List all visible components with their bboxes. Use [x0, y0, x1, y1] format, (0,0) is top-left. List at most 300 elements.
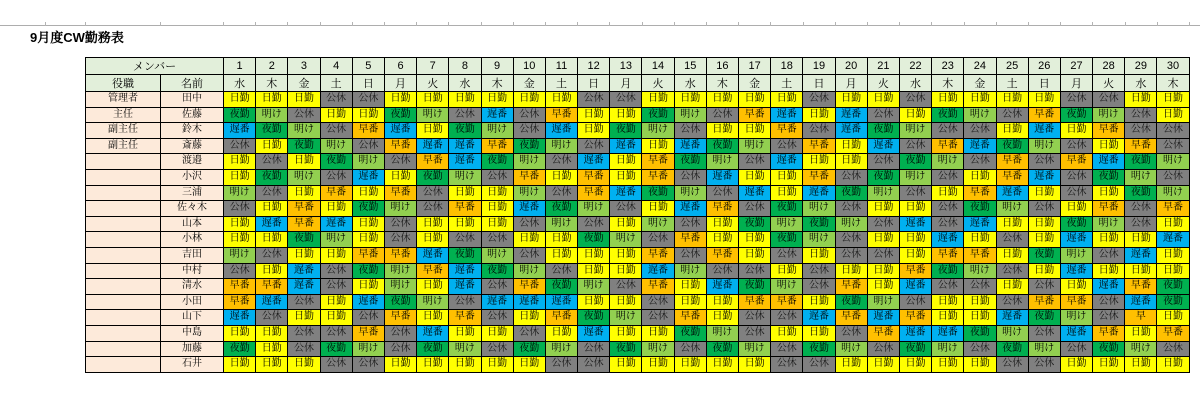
day-header[interactable]: 7 [417, 58, 449, 75]
shift-cell[interactable]: 早番 [417, 263, 449, 279]
shift-cell[interactable]: 遅番 [932, 325, 964, 341]
shift-cell[interactable]: 公休 [449, 294, 481, 310]
shift-cell[interactable]: 公休 [1028, 325, 1060, 341]
shift-cell[interactable]: 公休 [867, 216, 899, 232]
shift-cell[interactable]: 遅番 [352, 169, 384, 185]
member-name-cell[interactable]: 山本 [161, 216, 224, 232]
shift-cell[interactable]: 明け [835, 216, 867, 232]
day-header[interactable]: 21 [867, 58, 899, 75]
day-header[interactable]: 8 [449, 58, 481, 75]
shift-cell[interactable]: 遅番 [578, 154, 610, 170]
shift-cell[interactable]: 公休 [932, 279, 964, 295]
shift-cell[interactable]: 公休 [932, 201, 964, 217]
shift-cell[interactable]: 遅番 [1060, 263, 1092, 279]
shift-cell[interactable]: 公休 [674, 169, 706, 185]
shift-cell[interactable]: 早番 [320, 185, 352, 201]
shift-cell[interactable]: 明け [610, 232, 642, 248]
shift-cell[interactable]: 夜勤 [771, 232, 803, 248]
shift-cell[interactable]: 日勤 [417, 357, 449, 373]
shift-cell[interactable]: 夜勤 [739, 216, 771, 232]
shift-cell[interactable]: 日勤 [835, 154, 867, 170]
shift-cell[interactable]: 夜勤 [545, 279, 577, 295]
shift-cell[interactable]: 日勤 [996, 92, 1028, 108]
shift-cell[interactable]: 日勤 [256, 232, 288, 248]
shift-cell[interactable]: 日勤 [610, 357, 642, 373]
day-header[interactable]: 5 [352, 58, 384, 75]
shift-cell[interactable]: 日勤 [1028, 92, 1060, 108]
day-header[interactable]: 15 [674, 58, 706, 75]
weekday-header[interactable]: 土 [771, 75, 803, 92]
shift-cell[interactable]: 明け [513, 154, 545, 170]
shift-cell[interactable]: 公休 [674, 247, 706, 263]
day-header[interactable]: 18 [771, 58, 803, 75]
shift-cell[interactable]: 公休 [771, 247, 803, 263]
shift-cell[interactable]: 明け [384, 201, 416, 217]
shift-cell[interactable]: 遅番 [417, 138, 449, 154]
shift-cell[interactable]: 早番 [706, 247, 738, 263]
shift-cell[interactable]: 夜勤 [674, 325, 706, 341]
shift-cell[interactable]: 早番 [256, 279, 288, 295]
shift-cell[interactable]: 早番 [578, 169, 610, 185]
shift-cell[interactable]: 公休 [610, 201, 642, 217]
shift-cell[interactable]: 日勤 [1093, 185, 1125, 201]
shift-cell[interactable]: 明け [1060, 247, 1092, 263]
shift-cell[interactable]: 日勤 [1157, 247, 1189, 263]
shift-cell[interactable]: 夜勤 [1157, 279, 1189, 295]
shift-cell[interactable]: 日勤 [706, 232, 738, 248]
shift-cell[interactable]: 明け [320, 232, 352, 248]
shift-cell[interactable]: 公休 [771, 310, 803, 326]
shift-cell[interactable]: 遅番 [1093, 279, 1125, 295]
shift-cell[interactable]: 日勤 [867, 279, 899, 295]
shift-cell[interactable]: 日勤 [996, 216, 1028, 232]
shift-cell[interactable]: 夜勤 [224, 341, 256, 357]
day-header[interactable]: 2 [256, 58, 288, 75]
shift-cell[interactable]: 公休 [771, 138, 803, 154]
day-header[interactable]: 14 [642, 58, 674, 75]
shift-cell[interactable]: 明け [352, 341, 384, 357]
shift-cell[interactable]: 公休 [513, 107, 545, 123]
shift-cell[interactable]: 遅番 [835, 107, 867, 123]
weekday-header[interactable]: 木 [706, 75, 738, 92]
shift-cell[interactable]: 公休 [1060, 169, 1092, 185]
shift-cell[interactable]: 夜勤 [867, 123, 899, 139]
shift-cell[interactable]: 日勤 [513, 357, 545, 373]
shift-cell[interactable]: 公休 [513, 123, 545, 139]
shift-cell[interactable]: 夜勤 [1125, 185, 1157, 201]
shift-cell[interactable]: 早番 [449, 201, 481, 217]
shift-cell[interactable]: 日勤 [610, 154, 642, 170]
shift-cell[interactable]: 明け [642, 123, 674, 139]
shift-cell[interactable]: 遅番 [642, 263, 674, 279]
shift-cell[interactable]: 遅番 [449, 279, 481, 295]
shift-cell[interactable]: 公休 [320, 123, 352, 139]
shift-cell[interactable]: 日勤 [610, 107, 642, 123]
weekday-header[interactable]: 火 [1093, 75, 1125, 92]
shift-cell[interactable]: 早番 [803, 169, 835, 185]
shift-cell[interactable]: 日勤 [899, 232, 931, 248]
shift-cell[interactable]: 早番 [867, 325, 899, 341]
shift-cell[interactable]: 日勤 [224, 92, 256, 108]
shift-cell[interactable]: 公休 [610, 279, 642, 295]
weekday-header[interactable]: 土 [320, 75, 352, 92]
shift-cell[interactable]: 早番 [1093, 123, 1125, 139]
shift-cell[interactable]: 日勤 [1060, 201, 1092, 217]
shift-cell[interactable]: 公休 [224, 201, 256, 217]
shift-cell[interactable]: 夜勤 [481, 263, 513, 279]
shift-cell[interactable]: 公休 [224, 263, 256, 279]
shift-cell[interactable]: 遅番 [739, 185, 771, 201]
shift-cell[interactable]: 公休 [320, 92, 352, 108]
shift-cell[interactable]: 日勤 [932, 294, 964, 310]
shift-cell[interactable]: 公休 [932, 123, 964, 139]
shift-cell[interactable]: 日勤 [803, 247, 835, 263]
shift-cell[interactable]: 遅番 [1093, 154, 1125, 170]
shift-cell[interactable]: 明け [803, 232, 835, 248]
shift-cell[interactable]: 明け [513, 263, 545, 279]
shift-cell[interactable]: 日勤 [610, 263, 642, 279]
shift-cell[interactable]: 遅番 [224, 123, 256, 139]
shift-cell[interactable]: 夜勤 [642, 185, 674, 201]
shift-cell[interactable]: 遅番 [513, 294, 545, 310]
shift-cell[interactable]: 公休 [932, 216, 964, 232]
shift-cell[interactable]: 日勤 [674, 279, 706, 295]
shift-cell[interactable]: 明け [899, 169, 931, 185]
shift-cell[interactable]: 早番 [1093, 325, 1125, 341]
shift-cell[interactable]: 公休 [481, 279, 513, 295]
shift-cell[interactable]: 日勤 [545, 92, 577, 108]
member-role-cell[interactable] [86, 341, 161, 357]
shift-cell[interactable]: 公休 [1028, 201, 1060, 217]
shift-cell[interactable]: 早番 [481, 138, 513, 154]
shift-cell[interactable]: 公休 [578, 216, 610, 232]
shift-cell[interactable]: 公休 [867, 107, 899, 123]
shift-cell[interactable]: 明け [835, 341, 867, 357]
shift-cell[interactable]: 遅番 [899, 279, 931, 295]
shift-cell[interactable]: 公休 [867, 154, 899, 170]
shift-cell[interactable]: 早番 [224, 279, 256, 295]
shift-cell[interactable]: 日勤 [899, 357, 931, 373]
shift-cell[interactable]: 夜勤 [1060, 107, 1092, 123]
shift-cell[interactable]: 遅番 [835, 123, 867, 139]
shift-cell[interactable]: 公休 [288, 341, 320, 357]
shift-cell[interactable]: 公休 [578, 138, 610, 154]
shift-cell[interactable]: 明け [964, 107, 996, 123]
weekday-header[interactable]: 月 [835, 75, 867, 92]
shift-cell[interactable]: 公休 [417, 201, 449, 217]
shift-cell[interactable]: 明け [256, 107, 288, 123]
shift-cell[interactable]: 日勤 [1125, 92, 1157, 108]
member-role-cell[interactable] [86, 201, 161, 217]
shift-cell[interactable]: 日勤 [481, 325, 513, 341]
member-name-cell[interactable]: 佐々木 [161, 201, 224, 217]
shift-cell[interactable]: 日勤 [449, 325, 481, 341]
shift-cell[interactable]: 公休 [835, 169, 867, 185]
shift-cell[interactable]: 夜勤 [835, 185, 867, 201]
shift-cell[interactable]: 日勤 [288, 310, 320, 326]
shift-cell[interactable]: 早番 [835, 279, 867, 295]
weekday-header[interactable]: 日 [803, 75, 835, 92]
shift-cell[interactable]: 日勤 [642, 138, 674, 154]
shift-cell[interactable]: 公休 [996, 357, 1028, 373]
shift-cell[interactable]: 明け [320, 138, 352, 154]
shift-cell[interactable]: 日勤 [384, 92, 416, 108]
shift-cell[interactable]: 日勤 [320, 107, 352, 123]
shift-cell[interactable]: 明け [674, 107, 706, 123]
shift-cell[interactable]: 日勤 [1157, 357, 1189, 373]
member-name-cell[interactable]: 小田 [161, 294, 224, 310]
shift-cell[interactable]: 公休 [739, 310, 771, 326]
shift-cell[interactable]: 遅番 [481, 107, 513, 123]
shift-cell[interactable]: 日勤 [256, 263, 288, 279]
shift-cell[interactable]: 公休 [578, 341, 610, 357]
shift-cell[interactable]: 日勤 [803, 107, 835, 123]
shift-cell[interactable]: 明け [545, 216, 577, 232]
shift-cell[interactable]: 夜勤 [1157, 294, 1189, 310]
shift-cell[interactable]: 日勤 [803, 325, 835, 341]
shift-cell[interactable]: 早番 [352, 325, 384, 341]
shift-cell[interactable]: 遅番 [964, 216, 996, 232]
shift-cell[interactable]: 夜勤 [449, 247, 481, 263]
shift-cell[interactable]: 日勤 [449, 185, 481, 201]
shift-cell[interactable]: 遅番 [481, 294, 513, 310]
shift-cell[interactable]: 遅番 [803, 185, 835, 201]
weekday-header[interactable]: 木 [1157, 75, 1189, 92]
shift-cell[interactable]: 夜勤 [964, 201, 996, 217]
shift-cell[interactable]: 遅番 [674, 138, 706, 154]
day-header[interactable]: 30 [1157, 58, 1189, 75]
shift-cell[interactable]: 明け [803, 201, 835, 217]
shift-cell[interactable]: 遅番 [256, 294, 288, 310]
shift-cell[interactable]: 公休 [352, 92, 384, 108]
shift-cell[interactable]: 明け [288, 123, 320, 139]
shift-cell[interactable]: 明け [1125, 169, 1157, 185]
shift-cell[interactable]: 早番 [835, 310, 867, 326]
shift-cell[interactable]: 公休 [578, 357, 610, 373]
shift-cell[interactable]: 公休 [771, 357, 803, 373]
shift-cell[interactable]: 明け [867, 294, 899, 310]
shift-cell[interactable]: 日勤 [610, 169, 642, 185]
shift-cell[interactable]: 夜勤 [739, 279, 771, 295]
shift-cell[interactable]: 日勤 [1028, 263, 1060, 279]
shift-cell[interactable]: 日勤 [513, 310, 545, 326]
shift-cell[interactable]: 遅番 [771, 107, 803, 123]
day-header[interactable]: 13 [610, 58, 642, 75]
shift-cell[interactable]: 遅番 [545, 294, 577, 310]
shift-cell[interactable]: 日勤 [1093, 357, 1125, 373]
shift-cell[interactable]: 明け [384, 279, 416, 295]
shift-cell[interactable]: 公休 [1028, 154, 1060, 170]
shift-cell[interactable]: 日勤 [739, 123, 771, 139]
shift-cell[interactable]: 公休 [739, 201, 771, 217]
shift-cell[interactable]: 公休 [1093, 294, 1125, 310]
shift-cell[interactable]: 夜勤 [610, 341, 642, 357]
shift-cell[interactable]: 明け [1125, 341, 1157, 357]
shift-cell[interactable]: 早番 [513, 279, 545, 295]
weekday-header[interactable]: 木 [256, 75, 288, 92]
shift-cell[interactable]: 早番 [578, 185, 610, 201]
shift-cell[interactable]: 夜勤 [674, 154, 706, 170]
shift-cell[interactable]: 早番 [384, 247, 416, 263]
day-header[interactable]: 10 [513, 58, 545, 75]
shift-cell[interactable]: 日勤 [1125, 263, 1157, 279]
shift-cell[interactable]: 日勤 [513, 92, 545, 108]
shift-cell[interactable]: 日勤 [288, 247, 320, 263]
shift-cell[interactable]: 公休 [545, 263, 577, 279]
shift-cell[interactable]: 公休 [803, 92, 835, 108]
shift-cell[interactable]: 夜勤 [1125, 154, 1157, 170]
shift-cell[interactable]: 日勤 [288, 185, 320, 201]
shift-cell[interactable]: 遅番 [417, 325, 449, 341]
shift-cell[interactable]: 夜勤 [1093, 169, 1125, 185]
weekday-header[interactable]: 金 [513, 75, 545, 92]
member-role-cell[interactable] [86, 325, 161, 341]
shift-cell[interactable]: 日勤 [449, 92, 481, 108]
shift-cell[interactable]: 公休 [674, 341, 706, 357]
weekday-header[interactable]: 日 [352, 75, 384, 92]
shift-cell[interactable]: 遅番 [867, 310, 899, 326]
shift-cell[interactable]: 日勤 [867, 201, 899, 217]
shift-cell[interactable]: 日勤 [1157, 310, 1189, 326]
shift-cell[interactable]: 公休 [320, 357, 352, 373]
shift-cell[interactable]: 公休 [835, 325, 867, 341]
shift-cell[interactable]: 日勤 [256, 92, 288, 108]
shift-cell[interactable]: 早番 [642, 279, 674, 295]
day-header[interactable]: 3 [288, 58, 320, 75]
day-header[interactable]: 1 [224, 58, 256, 75]
member-name-cell[interactable]: 佐藤 [161, 107, 224, 123]
shift-cell[interactable]: 明け [1157, 154, 1189, 170]
member-name-cell[interactable]: 中島 [161, 325, 224, 341]
shift-cell[interactable]: 遅番 [449, 263, 481, 279]
shift-cell[interactable]: 夜勤 [1028, 247, 1060, 263]
shift-cell[interactable]: 日勤 [224, 325, 256, 341]
shift-cell[interactable]: 夜勤 [867, 169, 899, 185]
shift-cell[interactable]: 公休 [964, 123, 996, 139]
shift-cell[interactable]: 日勤 [417, 232, 449, 248]
shift-cell[interactable]: 公休 [352, 357, 384, 373]
shift-cell[interactable]: 日勤 [739, 169, 771, 185]
shift-cell[interactable]: 早番 [739, 294, 771, 310]
shift-cell[interactable]: 日勤 [1028, 216, 1060, 232]
shift-cell[interactable]: 公休 [996, 263, 1028, 279]
shift-cell[interactable]: 日勤 [1060, 123, 1092, 139]
shift-cell[interactable]: 明け [674, 263, 706, 279]
member-name-cell[interactable]: 加藤 [161, 341, 224, 357]
shift-cell[interactable]: 早番 [288, 201, 320, 217]
shift-cell[interactable]: 夜勤 [835, 294, 867, 310]
shift-cell[interactable]: 公休 [481, 310, 513, 326]
shift-cell[interactable]: 公休 [545, 185, 577, 201]
shift-cell[interactable]: 早番 [964, 247, 996, 263]
shift-cell[interactable]: 公休 [256, 247, 288, 263]
shift-cell[interactable]: 夜勤 [803, 216, 835, 232]
shift-cell[interactable]: 遅番 [706, 169, 738, 185]
member-role-cell[interactable] [86, 169, 161, 185]
shift-cell[interactable]: 日勤 [739, 247, 771, 263]
shift-cell[interactable]: 日勤 [481, 216, 513, 232]
shift-cell[interactable]: 公休 [964, 341, 996, 357]
shift-cell[interactable]: 日勤 [256, 357, 288, 373]
weekday-header[interactable]: 金 [964, 75, 996, 92]
shift-cell[interactable]: 夜勤 [288, 232, 320, 248]
shift-cell[interactable]: 公休 [739, 263, 771, 279]
shift-cell[interactable]: 夜勤 [288, 138, 320, 154]
shift-cell[interactable]: 早番 [352, 123, 384, 139]
shift-cell[interactable]: 公休 [932, 169, 964, 185]
day-header[interactable]: 4 [320, 58, 352, 75]
shift-cell[interactable]: 早番 [1060, 154, 1092, 170]
shift-cell[interactable]: 夜勤 [449, 123, 481, 139]
shift-cell[interactable]: 日勤 [642, 357, 674, 373]
shift-cell[interactable]: 公休 [899, 138, 931, 154]
shift-cell[interactable]: 日勤 [803, 294, 835, 310]
shift-cell[interactable]: 公休 [513, 247, 545, 263]
weekday-header[interactable]: 水 [449, 75, 481, 92]
weekday-header[interactable]: 火 [417, 75, 449, 92]
member-name-cell[interactable]: 鈴木 [161, 123, 224, 139]
day-header[interactable]: 9 [481, 58, 513, 75]
shift-cell[interactable]: 遅番 [320, 216, 352, 232]
shift-cell[interactable]: 公休 [867, 247, 899, 263]
shift-cell[interactable]: 日勤 [417, 216, 449, 232]
shift-cell[interactable]: 明け [771, 279, 803, 295]
shift-cell[interactable]: 早番 [1028, 107, 1060, 123]
shift-cell[interactable]: 日勤 [578, 294, 610, 310]
shift-cell[interactable]: 夜勤 [899, 154, 931, 170]
shift-cell[interactable]: 遅番 [417, 247, 449, 263]
shift-cell[interactable]: 日勤 [1028, 232, 1060, 248]
shift-cell[interactable]: 夜勤 [320, 341, 352, 357]
member-role-cell[interactable] [86, 263, 161, 279]
shift-cell[interactable]: 公休 [1125, 123, 1157, 139]
shift-cell[interactable]: 遅番 [1060, 325, 1092, 341]
shift-cell[interactable]: 夜勤 [996, 138, 1028, 154]
shift-cell[interactable]: 早番 [771, 294, 803, 310]
shift-cell[interactable]: 夜勤 [513, 341, 545, 357]
shift-cell[interactable]: 日勤 [545, 247, 577, 263]
shift-cell[interactable]: 遅番 [288, 263, 320, 279]
shift-cell[interactable]: 日勤 [1093, 138, 1125, 154]
member-role-cell[interactable] [86, 232, 161, 248]
shift-cell[interactable]: 明け [674, 185, 706, 201]
shift-cell[interactable]: 明け [449, 169, 481, 185]
shift-cell[interactable]: 公休 [964, 154, 996, 170]
shift-cell[interactable]: 公休 [449, 107, 481, 123]
shift-cell[interactable]: 日勤 [932, 357, 964, 373]
weekday-header[interactable]: 水 [224, 75, 256, 92]
shift-cell[interactable]: 遅番 [256, 216, 288, 232]
shift-cell[interactable]: 夜勤 [964, 325, 996, 341]
shift-cell[interactable]: 早番 [899, 310, 931, 326]
weekday-header[interactable]: 火 [642, 75, 674, 92]
shift-cell[interactable]: 公休 [803, 263, 835, 279]
shift-cell[interactable]: 日勤 [352, 216, 384, 232]
shift-cell[interactable]: 日勤 [964, 294, 996, 310]
shift-cell[interactable]: 遅番 [610, 138, 642, 154]
member-role-cell[interactable] [86, 294, 161, 310]
shift-cell[interactable]: 公休 [481, 169, 513, 185]
shift-cell[interactable]: 日勤 [481, 201, 513, 217]
shift-cell[interactable]: 日勤 [771, 263, 803, 279]
shift-cell[interactable]: 夜勤 [352, 263, 384, 279]
shift-cell[interactable]: 日勤 [932, 310, 964, 326]
shift-cell[interactable]: 明け [224, 247, 256, 263]
shift-cell[interactable]: 遅番 [867, 138, 899, 154]
shift-cell[interactable]: 早番 [674, 232, 706, 248]
shift-cell[interactable]: 公休 [352, 310, 384, 326]
shift-cell[interactable]: 明け [706, 154, 738, 170]
